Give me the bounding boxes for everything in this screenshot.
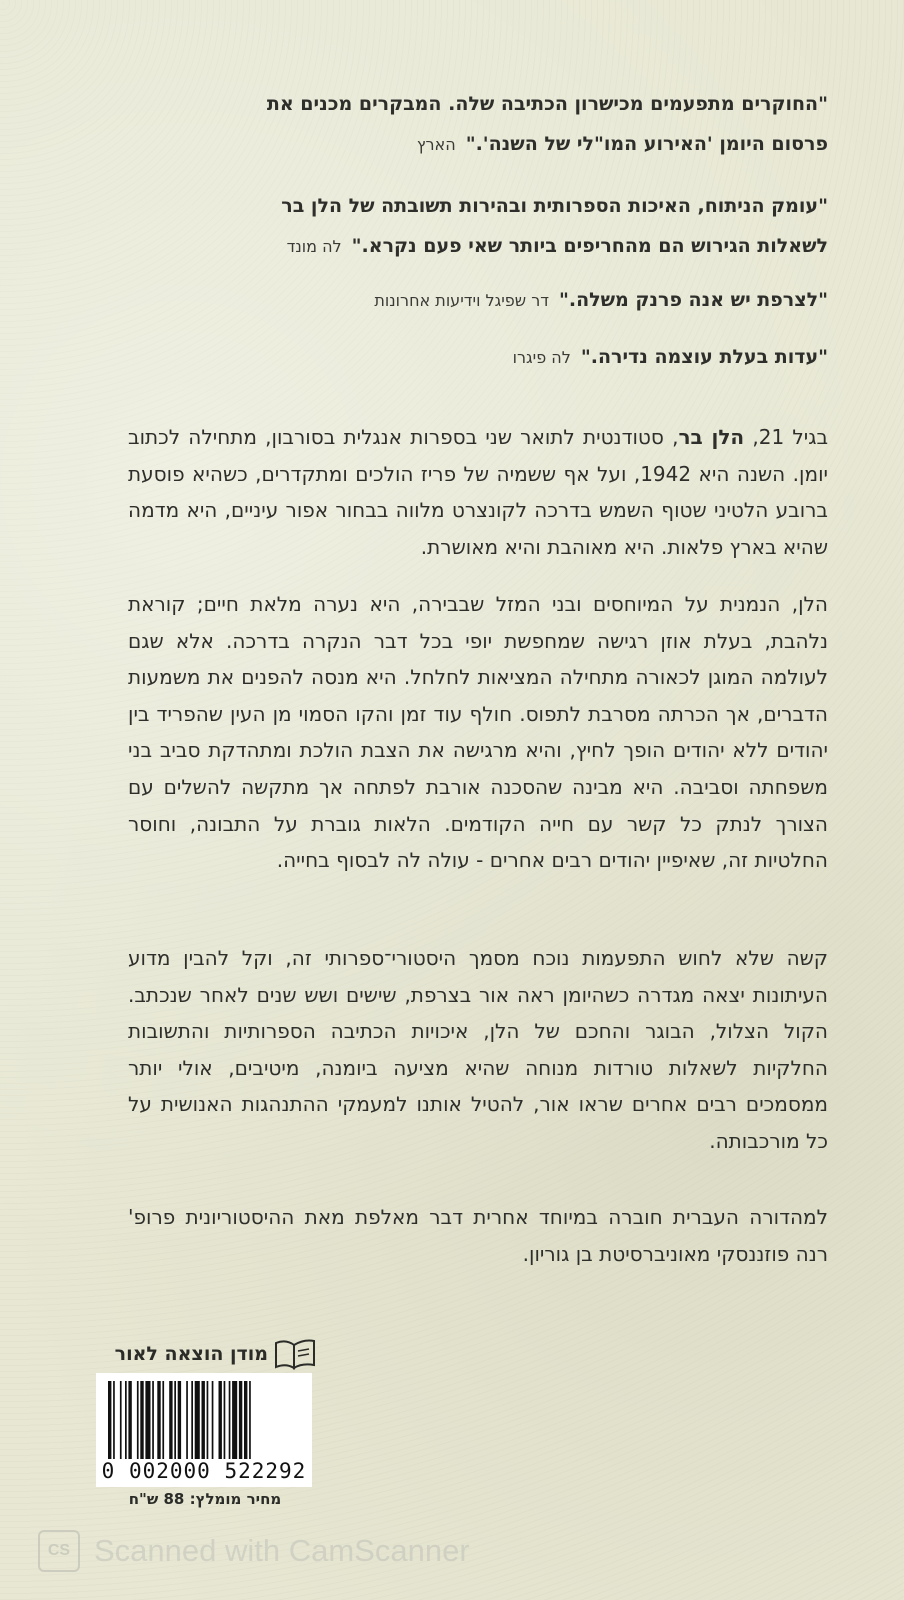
- quote-line: "החוקרים מתפעמים מכישרון הכתיבה שלה. המבקרים מכנים את: [266, 93, 828, 115]
- quote-source: לה פיגרו: [512, 348, 571, 367]
- quote-text: "לצרפת יש אנה פרנק משלה.": [558, 289, 828, 311]
- review-quote-le-monde: [128, 186, 828, 267]
- blurb-paragraph-story: הלן, הנמנית על המיוחסים ובני המזל שבבירה, היא נערה מלאת חיים; קוראת נלהבת, בעלת אוזן רגישה שמחפשת יופי בכל דבר הנקרה בדרכה. אלא שגם לעולמה המוגן לכאורה מתחילה המציאות לחלחל. היא מנסה להפנים את משמעות הדברים, אך הכרתה מסרבת לתפוס. חולף עוד זמן והקו הסמוי מן העין שהפריד בין יהודים ללא יהודים הופך לחיץ, והיא מרגישה את הצבת הולכת ומתהדקת סביב בני משפחתה וסביבה. היא מבינה שהסכנה אורבת לפתחה אך מתקשה להשלים עם הצורך לנתק כל קשר עם חייה הקודמים. הלאות גוברת על התבונה, וחוסר החלטיות זה, שאיפיין יהודים רבים אחרים - עולה לה לבסוף בחייה.: [128, 592, 828, 873]
- paragraph-text: , סטודנטית לתואר שני בספרות אנגלית בסורבון, מתחילה לכתוב יומן. השנה היא 1942, ועל אף ששמיה של פריז הולכים ומתקדרים, כשהיא פוסעת ברובע הלטיני שטוף השמש בדרכה לקונצרט מלווה בבחור אפור עיניים, היא מדמה שהיא בארץ פלאות. היא מאוהבת והיא מאושרת.: [128, 425, 828, 559]
- quote-text: "עדות בעלת עוצמה נדירה.": [580, 346, 828, 368]
- review-quote-le-figaro: [128, 337, 828, 378]
- review-quote-haaretz: [128, 84, 828, 165]
- quote-source: דר שפיגל וידיעות אחרונות: [374, 291, 549, 310]
- paragraph-text: בגיל 21,: [752, 425, 829, 449]
- publisher-imprint: [108, 1336, 318, 1372]
- camscanner-icon: CS: [38, 1530, 80, 1572]
- watermark-text: Scanned with CamScanner: [94, 1533, 470, 1568]
- recommended-price: מחיר מומלץ: 88 ש"ח: [128, 1490, 282, 1508]
- blurb-paragraph-afterword: למהדורה העברית חוברה במיוחד אחרית דבר מאלפת מאת ההיסטוריונית פרופ' רנה פוזננסקי מאוניברסיטת בן גוריון.: [128, 1205, 828, 1266]
- quote-line: "עומק הניתוח, האיכות הספרותית ובהירות תשובתה של הלן בר: [281, 195, 828, 217]
- barcode-number: 0 002000 522292: [101, 1459, 307, 1483]
- quote-line: [128, 226, 828, 267]
- quote-line: [128, 124, 828, 165]
- quote-source: הארץ: [416, 135, 456, 154]
- scanner-watermark: [38, 1530, 470, 1572]
- publisher-name: מודן הוצאה לאור: [114, 1343, 268, 1365]
- blurb-paragraph-intro: [128, 419, 828, 565]
- barcode-bars: [108, 1381, 300, 1459]
- review-quote-der-spiegel: [128, 280, 828, 321]
- barcode: [96, 1373, 312, 1487]
- blurb-paragraph-significance: קשה שלא לחוש התפעמות נוכח מסמך היסטורי־ספרותי זה, וקל להבין מדוע העיתונות יצאה מגדרה כשהיומן ראה אור בצרפת, שישים ושש שנים לאחר שנכתב. הקול הצלול, הבוגר והחכם של הלן, איכויות הכתיבה הספרותיות והתשובות החלקיות לשאלות טורדות מנוחה שהיא מציעה ביומנה, מיטיבים, אולי יותר ממסמכים רבים אחרים שראו אור, להטיל אותנו למעמקי ההתנהגות האנושית על כל מורכבותה.: [128, 946, 828, 1153]
- quote-text: לשאלות הגירוש הם מהחריפים ביותר שאי פעם נקרא.": [351, 235, 828, 257]
- open-book-icon: [272, 1337, 318, 1371]
- author-name: הלן בר: [678, 425, 745, 449]
- quote-source: לה מונד: [286, 237, 342, 256]
- quote-text: פרסום היומן 'האירוע המו"לי של השנה'.": [465, 133, 828, 155]
